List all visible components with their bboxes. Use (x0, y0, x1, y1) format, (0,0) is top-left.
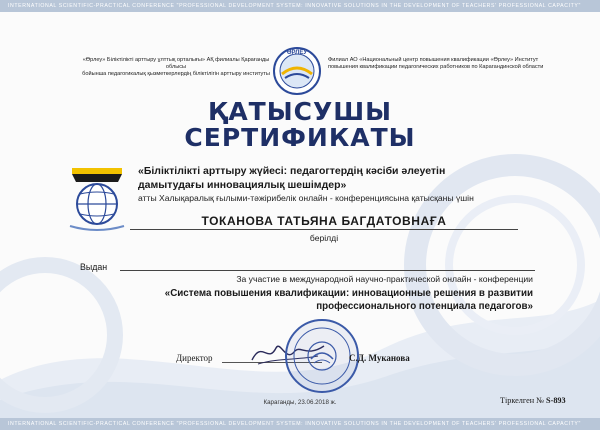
registration-number (500, 396, 566, 405)
recipient-name: ТОКАНОВА ТАТЬЯНА БАГДАТОВНАҒА (201, 214, 447, 228)
registration-value: S-893 (546, 396, 566, 405)
header-right-org (328, 57, 558, 71)
conference-title-line2: дамытудағы инновациялық шешімдер» (138, 178, 347, 191)
header-left-line2: бойынша педагогикалық қызметкерлердің біліктілігін арттыру институты (82, 71, 270, 77)
place-and-date: Караганды, 23.06.2018 ж. (263, 399, 337, 406)
registration-label: Тіркелген № (500, 396, 547, 405)
issued-line (120, 270, 535, 271)
director-name: С.Д. Муканова (349, 353, 410, 363)
conference-title-ru (100, 287, 533, 313)
certificate-title-line2: СЕРТИФИКАТЫ (184, 123, 416, 152)
top-banner: INTERNATIONAL SCIENTIFIC-PRACTICAL CONFERENCE "PROFESSIONAL DEVELOPMENT SYSTEM: INNOVATIVE SOLUTIONS IN THE DEVELOPMENT OF TEACHERS' PROFESSIONAL CAPACITY" (0, 0, 600, 12)
header-right-line2: повышения квалификации педагогических работников по Карагандинской области (328, 64, 544, 70)
logo-text: ӨРЛЕУ (286, 50, 308, 56)
conference-subtitle: атты Халықаралық ғылыми-тәжірибелік онлайн - конференциясына қатысқаны үшін (138, 193, 474, 203)
header-right-line1: Филиал АО «Национальный центр повышения квалификации «Өрлеу» Институт (328, 57, 539, 63)
recipient-name-line (130, 229, 518, 230)
given-text: берілді (309, 233, 339, 243)
conference-title-ru-line2: профессионального потенциала педагогов» (316, 301, 533, 312)
conference-title-kk (138, 165, 558, 192)
header-left-org (76, 57, 276, 78)
bottom-banner: INTERNATIONAL SCIENTIFIC-PRACTICAL CONFERENCE "PROFESSIONAL DEVELOPMENT SYSTEM: INNOVATIVE SOLUTIONS IN THE DEVELOPMENT OF TEACHERS' PROFESSIONAL CAPACITY" (0, 418, 600, 430)
header-left-line1: «Өрлеу» Біліктілікті арттыру ұлттық орталығы» АҚ филиалы Қарағанды облысы (82, 57, 270, 70)
director-label: Директор (176, 353, 213, 363)
conference-title-ru-line1: «Система повышения квалификации: инновационные решения в развитии (164, 288, 533, 299)
conference-emblem-icon (66, 160, 128, 234)
participation-text: За участие в международной научно-практической онлайн - конференции (236, 274, 533, 284)
orleu-logo-icon (268, 44, 326, 96)
issued-label: Выдан (80, 262, 108, 272)
certificate-title-line1: ҚАТЫСУШЫ (207, 97, 393, 126)
conference-title-line1: «Біліктілікті арттыру жүйесі: педагогтердің кәсіби әлеуетін (138, 165, 446, 177)
